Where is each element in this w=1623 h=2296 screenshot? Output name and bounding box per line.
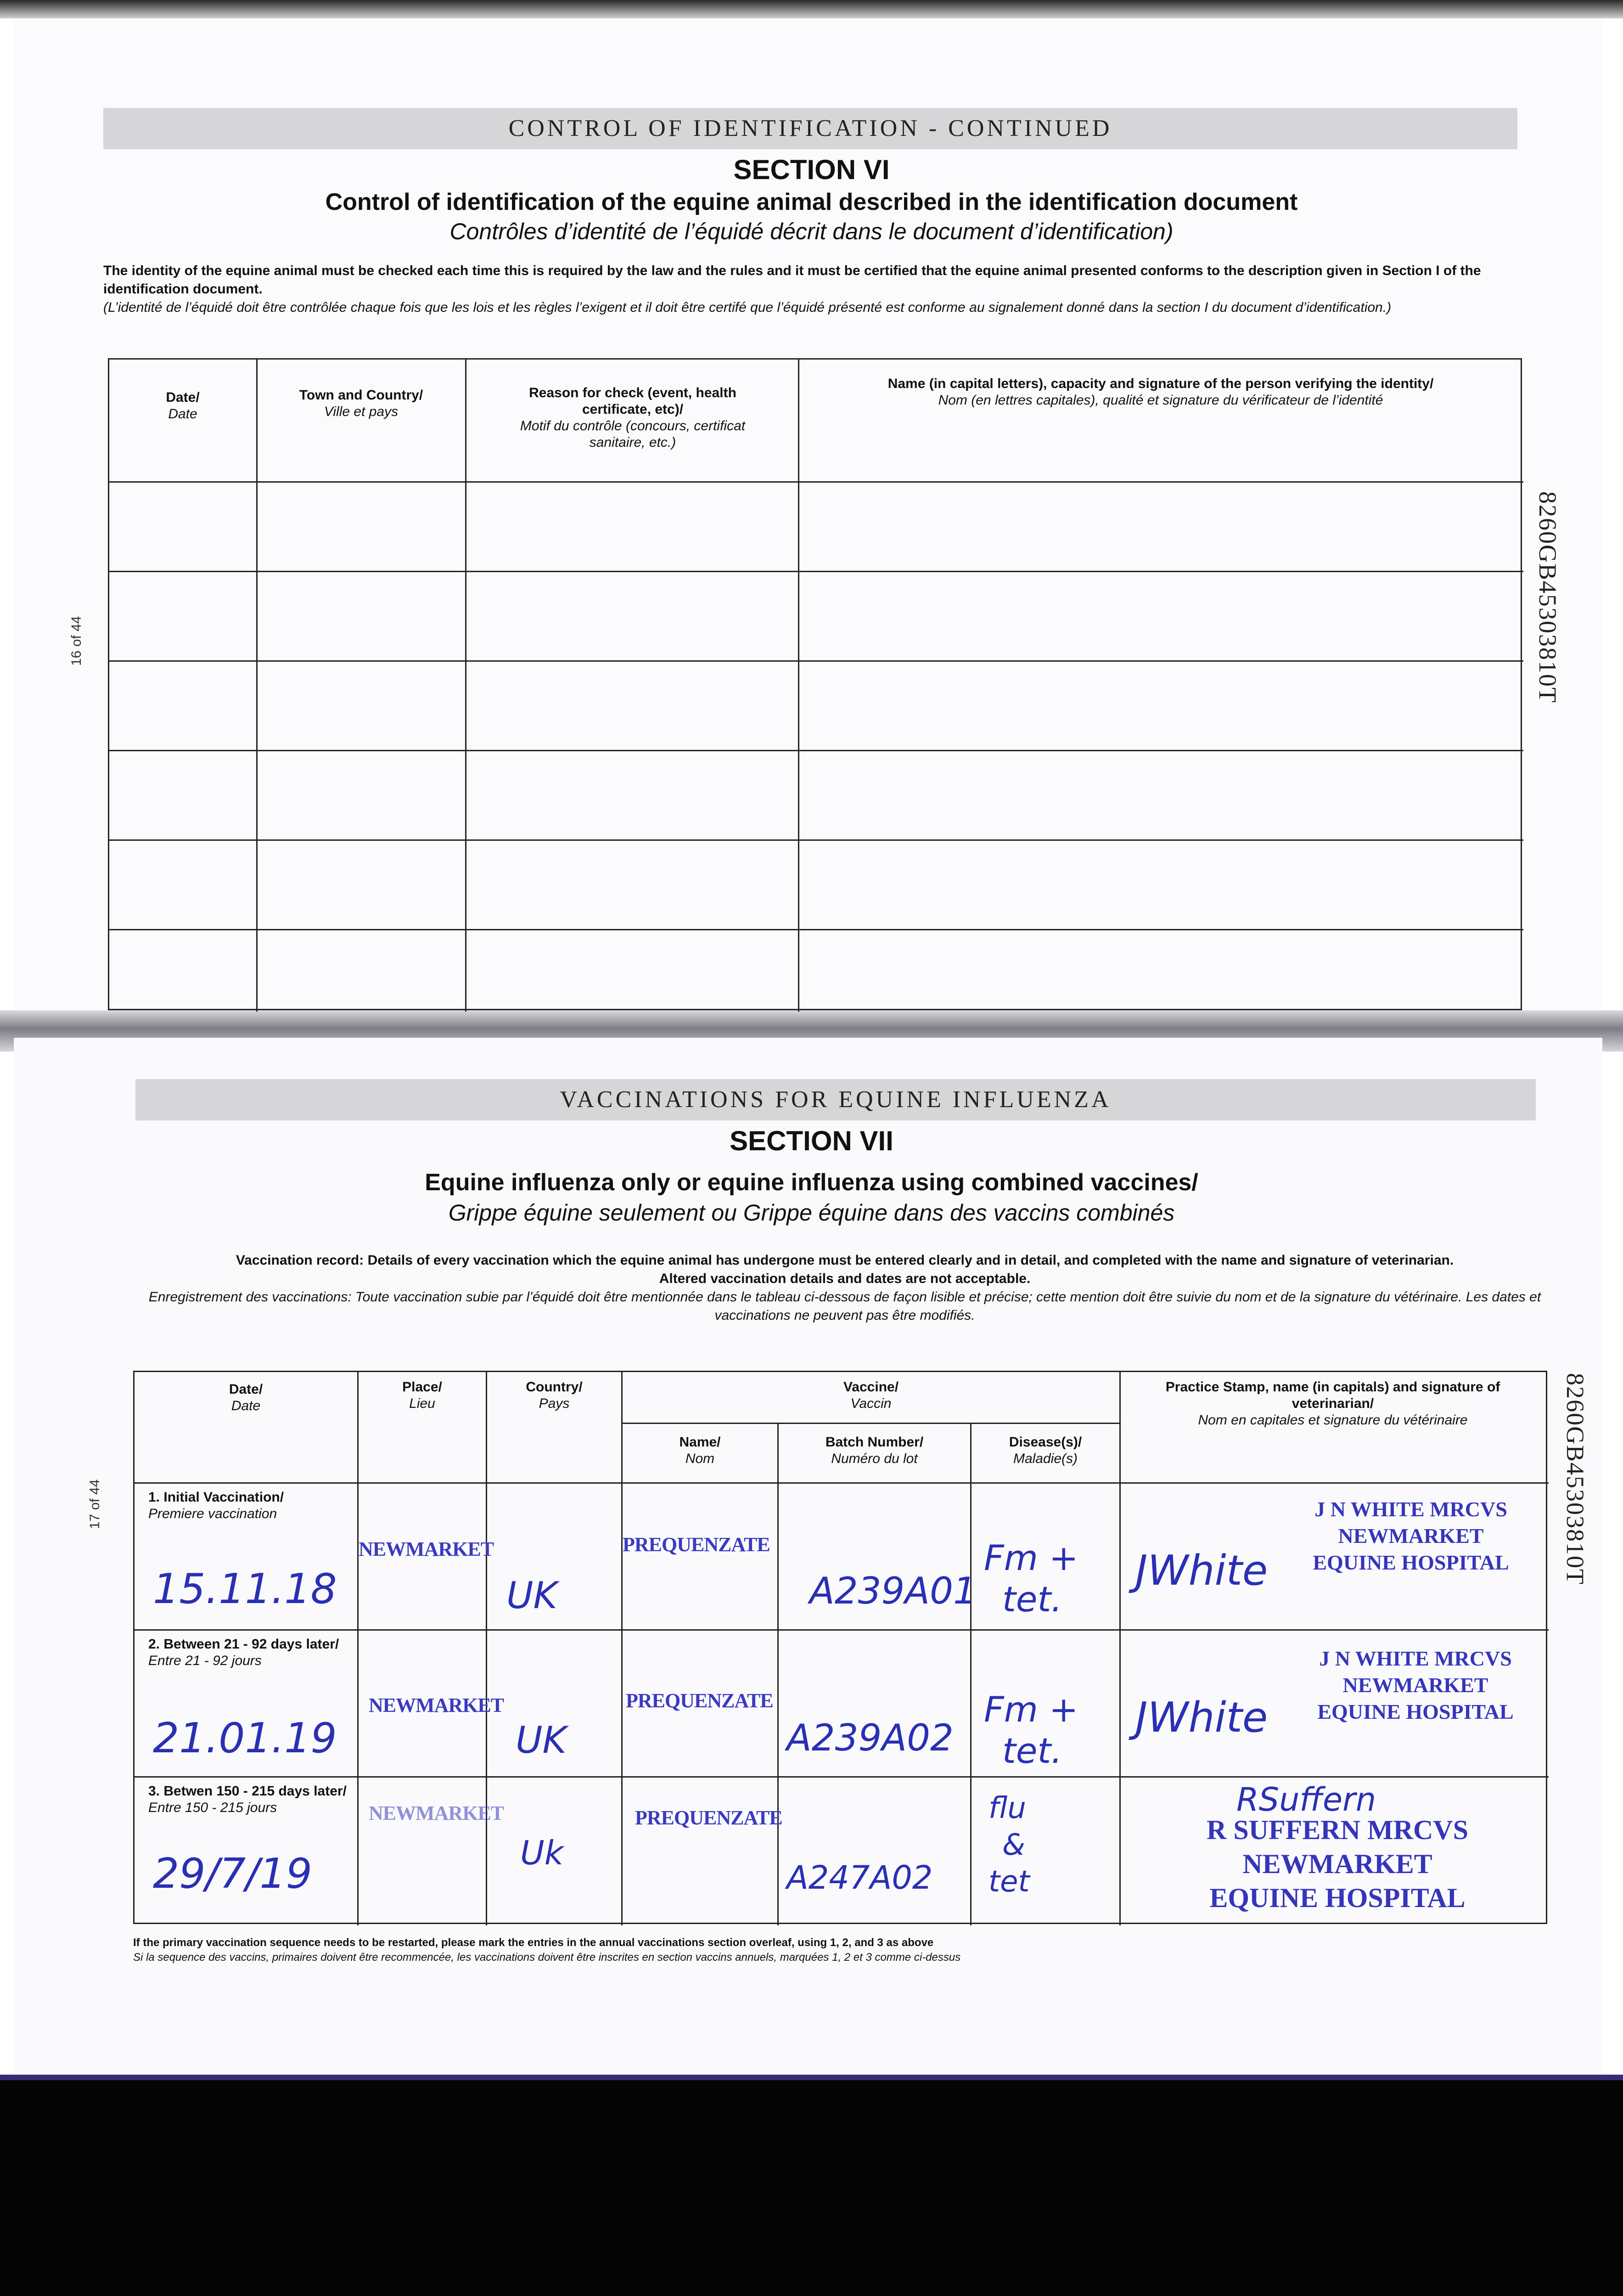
row1-country: UK xyxy=(506,1574,558,1617)
row2-date: 21.01.19 xyxy=(153,1714,337,1762)
section6-intro xyxy=(103,262,1499,317)
section6-intro-fr: (L’identité de l’équidé doit être contrôlée chaque fois que les lois et les règles l’exigent et il doit être certifé que l’équidé présenté est conforme au signalement donné dans la section I du document d’identification.) xyxy=(103,300,1392,315)
section6-intro-en: The identity of the equine animal must be checked each time this is required by the law and the rules and it must be certified that the equine animal presented conforms to the description given in Section I of the identification document. xyxy=(103,263,1481,297)
page-number-17: 17 of 44 xyxy=(87,1479,102,1529)
row3-date: 29/7/19 xyxy=(153,1850,312,1898)
row2-batch: A239A02 xyxy=(786,1716,954,1759)
section6-banner: CONTROL OF IDENTIFICATION - CONTINUED xyxy=(103,108,1517,149)
row3-disease: flu & tet xyxy=(988,1791,1030,1899)
row2-signature: JWhite xyxy=(1135,1694,1268,1742)
row2-place: NEWMARKET xyxy=(369,1694,504,1716)
side-id-top: 8260GB45303810T xyxy=(1534,491,1561,703)
footnote-fr: Si la sequence des vaccins, primaires doivent être recommencée, les vaccinations doivent être inscrites en section vaccins annuels, marquées 1, 2 et 3 comme ci-dessus xyxy=(133,1951,961,1964)
row2-label: 2. Between 21 - 92 days later/ Entre 21 - 92 jours xyxy=(148,1637,339,1668)
section7-title: SECTION VII xyxy=(730,1125,893,1156)
row3-signature: RSuffern xyxy=(1236,1781,1376,1818)
scan-background xyxy=(0,2080,1623,2296)
section7-banner: VACCINATIONS FOR EQUINE INFLUENZA xyxy=(135,1079,1536,1120)
hdr-country: Country/ Pays xyxy=(526,1379,583,1411)
row2-vaccine: PREQUENZATE xyxy=(626,1689,773,1712)
hdr-date: Date/ Date xyxy=(229,1382,263,1413)
row3-stamp: R SUFFERN MRCVS NEWMARKET EQUINE HOSPITAL xyxy=(1207,1815,1468,1913)
row1-stamp: J N WHITE MRCVS NEWMARKET EQUINE HOSPITAL xyxy=(1313,1497,1509,1574)
scan-top-edge xyxy=(0,0,1623,18)
section7-intro-en1: Vaccination record: Details of every vaccination which the equine animal has undergone must be entered clearly and in detail, and completed with the name and signature of veterinarian. xyxy=(236,1253,1454,1268)
row1-disease: Fm + tet. xyxy=(984,1537,1078,1620)
hdr-vaccine: Vaccine/ Vaccin xyxy=(843,1379,899,1411)
row1-signature: JWhite xyxy=(1135,1547,1268,1595)
section7-subtitle-fr: Grippe équine seulement ou Grippe équine dans des vaccins combinés xyxy=(448,1200,1175,1226)
hdr-practice-stamp: Practice Stamp, name (in capitals) and signature of veterinarian/ Nom en capitales et signature du vétérinaire xyxy=(1165,1379,1500,1428)
col-date: Date/ Date xyxy=(166,390,200,422)
row3-vaccine: PREQUENZATE xyxy=(635,1806,782,1829)
section6-subtitle-en: Control of identification of the equine animal described in the identification document xyxy=(325,189,1298,215)
side-id-bottom: 8260GB45303810T xyxy=(1561,1373,1589,1585)
row3-batch: A247A02 xyxy=(786,1859,933,1896)
row3-label: 3. Betwen 150 - 215 days later/ Entre 150 - 215 jours xyxy=(148,1784,347,1815)
section7-intro xyxy=(138,1251,1552,1325)
row3-place: NEWMARKET xyxy=(369,1802,504,1824)
row3-country: Uk xyxy=(520,1834,564,1872)
hdr-batch: Batch Number/ Numéro du lot xyxy=(825,1435,924,1466)
row1-place: NEWMARKET xyxy=(359,1538,494,1560)
row2-disease: Fm + tet. xyxy=(984,1689,1078,1771)
section7-table xyxy=(133,1371,1547,1924)
row1-batch: A239A01 xyxy=(809,1570,977,1612)
hdr-vaccine-name: Name/ Nom xyxy=(679,1435,721,1466)
col-verifier: Name (in capital letters), capacity and signature of the person verifying the identity/ Nom (en lettres capitales), qualité et signature du vérificateur de l’identité xyxy=(887,376,1434,408)
section6-subtitle-fr: Contrôles d’identité de l’équidé décrit dans le document d’identification) xyxy=(449,219,1174,244)
section7-intro-fr: Enregistrement des vaccinations: Toute vaccination subie par l’équidé doit être mentionnée dans le tableau ci-dessous de façon lisible et précise; cette mention doit être suivie du nom et de la signature du vétérinaire. Les dates et vaccinations ne peuvent pas être modifiés. xyxy=(148,1289,1541,1323)
section7-intro-en2: Altered vaccination details and dates are not acceptable. xyxy=(659,1271,1031,1286)
hdr-disease: Disease(s)/ Maladie(s) xyxy=(1009,1435,1082,1466)
hdr-place: Place/ Lieu xyxy=(402,1379,442,1411)
section7-subtitle-en: Equine influenza only or equine influenza using combined vaccines/ xyxy=(425,1169,1198,1196)
section7-footnote xyxy=(133,1936,1547,1965)
row1-date: 15.11.18 xyxy=(153,1565,337,1613)
row2-country: UK xyxy=(516,1719,567,1761)
section6-table xyxy=(108,358,1522,1010)
row2-stamp: J N WHITE MRCVS NEWMARKET EQUINE HOSPITAL xyxy=(1317,1647,1514,1723)
page-number-16: 16 of 44 xyxy=(69,616,84,666)
col-reason: Reason for check (event, health certificate, etc)/ Motif du contrôle (concours, certificat sanitaire, etc.) xyxy=(520,385,746,450)
col-town-country: Town and Country/ Ville et pays xyxy=(299,388,423,419)
row1-label: 1. Initial Vaccination/ Premiere vaccination xyxy=(148,1490,284,1521)
footnote-en: If the primary vaccination sequence needs to be restarted, please mark the entries in the annual vaccinations section overleaf, using 1, 2, and 3 as above xyxy=(133,1936,934,1949)
section6-title: SECTION VI xyxy=(733,154,890,185)
row1-vaccine: PREQUENZATE xyxy=(623,1533,770,1556)
